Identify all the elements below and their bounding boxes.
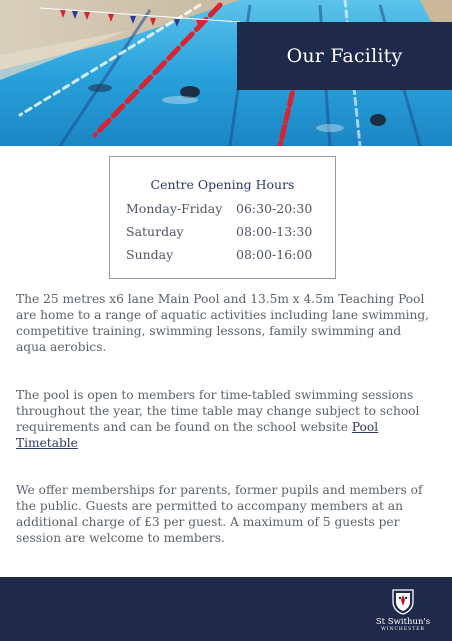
hours-row (126, 201, 312, 216)
paragraph-line: session are welcome to members. (16, 531, 225, 545)
paragraph-line: competitive training, swimming lessons, family swimming and (16, 324, 402, 338)
hours-day: Saturday (126, 224, 184, 239)
hours-time: 08:00-16:00 (236, 247, 313, 262)
logo-subtitle: WINCHESTER (381, 627, 425, 632)
paragraph-line: The pool is open to members for time-tabled swimming sessions (16, 388, 414, 402)
timetable-description (16, 387, 436, 451)
hours-row (126, 247, 312, 262)
footer (0, 577, 452, 641)
page-title-box (237, 22, 452, 90)
hours-day: Sunday (126, 247, 174, 262)
hours-day: Monday-Friday (126, 201, 223, 216)
paragraph-line: throughout the year, the time table may change subject to school (16, 404, 420, 418)
paragraph-line: additional charge of £3 per guest. A maximum of 5 guests per (16, 515, 400, 529)
logo-name: St Swithun's (375, 617, 431, 627)
paragraph-line (16, 419, 436, 435)
hours-time: 08:00-13:30 (236, 224, 313, 239)
pool-timetable-link-continued[interactable]: Timetable (16, 436, 78, 450)
opening-hours-box (109, 156, 336, 279)
opening-hours-title: Centre Opening Hours (150, 177, 295, 192)
pool-timetable-link[interactable]: Pool (351, 420, 379, 434)
paragraph-line: The 25 metres x6 lane Main Pool and 13.5m x 4.5m Teaching Pool (16, 292, 425, 306)
paragraph-line: are home to a range of aquatic activities including lane swimming, (16, 308, 430, 322)
paragraph-line: We offer memberships for parents, former pupils and members of (16, 483, 423, 497)
school-logo (368, 589, 438, 633)
hours-time: 06:30-20:30 (236, 201, 313, 216)
paragraph-line: the public. Guests are permitted to accompany members at an (16, 499, 403, 513)
paragraph-line (16, 435, 436, 451)
paragraph-line: aqua aerobics. (16, 340, 107, 354)
membership-description (16, 482, 436, 546)
paragraph-text: requirements and can be found on the school website (16, 420, 352, 434)
facility-description (16, 291, 436, 355)
crest-icon (392, 589, 414, 615)
page-title: Our Facility (286, 45, 403, 67)
hours-row (126, 224, 312, 239)
